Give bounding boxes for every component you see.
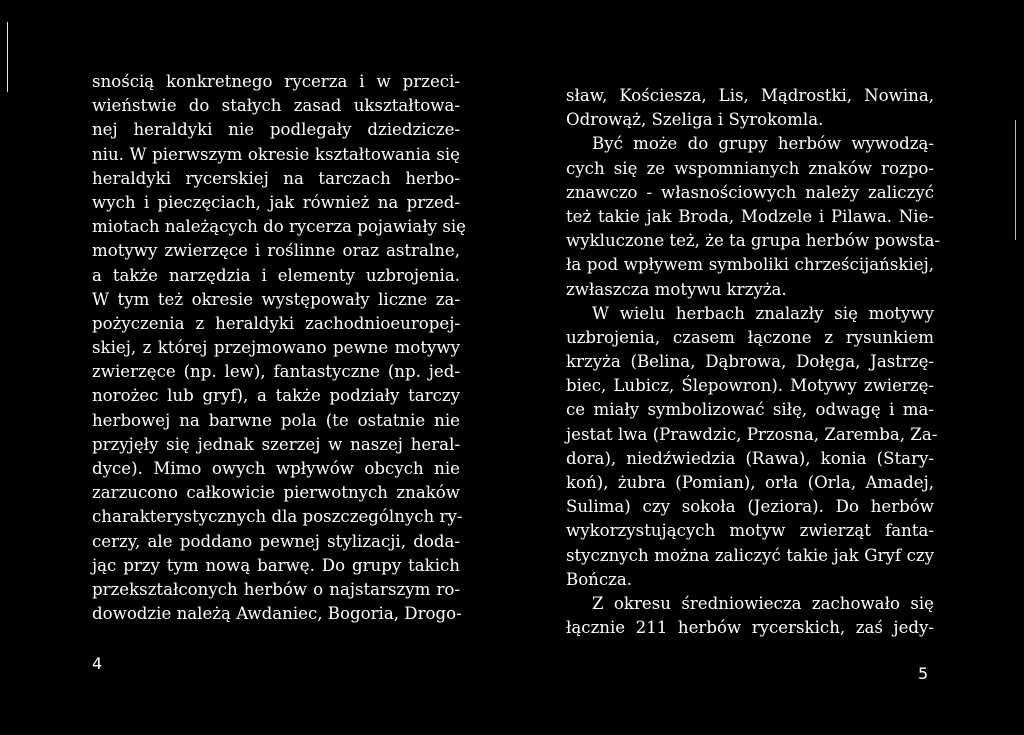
text-line: przyjęły się jednak szerzej w naszej heral- — [92, 434, 460, 454]
text-line: wykluczone też, że ta grupa herbów powsta- — [566, 231, 940, 251]
text-line: wieństwie do stałych zasad ukształtowa- — [92, 96, 460, 116]
text-line: miotach należących do rycerza pojawiały się — [92, 217, 466, 237]
text-line: uzbrojenia, czasem łączone z rysunkiem — [566, 327, 934, 347]
text-line: pożyczenia z heraldyki zachodnioeuropej- — [92, 313, 460, 333]
text-line: jąc przy tym nową barwę. Do grupy takich — [92, 555, 460, 575]
text-line: koń), żubra (Pomian), orła (Orla, Amadej, — [566, 473, 934, 492]
text-line: a także narzędzia i elementy uzbrojenia. — [92, 265, 460, 285]
text-line: cerzy, ale poddano pewnej stylizacji, doda- — [92, 531, 460, 551]
page-edge-left — [7, 22, 8, 92]
left-page-text — [92, 70, 466, 626]
right-page-number: 5 — [918, 664, 929, 683]
text-line: W tym też okresie występowały liczne za- — [92, 289, 460, 309]
text-line: Sulima) czy sokoła (Jeziora). Do herbów — [566, 497, 934, 517]
text-line: przekształconych herbów o najstarszym ro- — [92, 579, 460, 599]
text-line: niu. W pierwszym okresie kształtowania się — [92, 144, 460, 164]
text-line: zwłaszcza motywu krzyża. — [566, 279, 787, 299]
text-line: motywy zwierzęce i roślinne oraz astralne, — [92, 241, 460, 261]
text-line: charakterystycznych dla poszczególnych ry- — [92, 507, 463, 527]
text-line: norożec lub gryf), a także podziały tarczy — [92, 386, 460, 406]
page-edge-right — [1015, 120, 1016, 240]
text-line: sław, Kościesza, Lis, Mądrostki, Nowina, — [566, 86, 934, 105]
left-page-number: 4 — [92, 654, 103, 673]
text-line: ła pod wpływem symboliki chrześcijańskiej, — [566, 255, 934, 275]
text-line: biec, Lubicz, Ślepowron). Motywy zwierzę- — [566, 376, 934, 396]
right-page-text — [566, 84, 940, 640]
text-line: zwierzęce (np. lew), fantastyczne (np. jed- — [92, 362, 460, 382]
text-line: dyce). Mimo owych wpływów obcych nie — [92, 459, 460, 478]
text-line: herbowej na barwne pola (te ostatnie nie — [92, 410, 460, 430]
text-line: heraldyki rycerskiej na tarczach herbo- — [92, 168, 460, 188]
text-line: snością konkretnego rycerza i w przeci- — [92, 72, 460, 91]
text-line: krzyża (Belina, Dąbrowa, Dołęga, Jastrzę- — [566, 352, 934, 372]
text-line: dowodzie należą Awdaniec, Bogoria, Drogo- — [92, 604, 462, 624]
text-line: Być może do grupy herbów wywodzą- — [592, 134, 934, 154]
text-line: łącznie 211 herbów rycerskich, zaś jedy- — [566, 618, 934, 638]
text-line: Bończa. — [566, 569, 633, 589]
text-line: jestat lwa (Prawdzic, Przosna, Zaremba, Za- — [566, 424, 938, 444]
text-line: nej heraldyki nie podlegały dziedzicze- — [92, 120, 460, 140]
text-line: cych się ze wspomnianych znaków rozpo- — [566, 158, 934, 178]
text-line: Odrowąż, Szeliga i Syrokomla. — [566, 110, 824, 130]
text-line: W wielu herbach znalazły się motywy — [592, 303, 934, 323]
text-line: ce miały symbolizować siłę, odwagę i ma- — [566, 400, 934, 420]
text-line: skiej, z której przejmowano pewne motywy — [92, 338, 460, 358]
text-line: dora), niedźwiedzia (Rawa), konia (Stary- — [566, 448, 934, 468]
text-line: znawczo - własnościowych należy zaliczyć — [566, 182, 934, 202]
text-line: też takie jak Broda, Modzele i Pilawa. Nie- — [566, 206, 934, 226]
text-line: wych i pieczęciach, jak również na przed- — [92, 192, 460, 212]
text-line: wykorzystujących motyw zwierząt fanta- — [566, 521, 934, 541]
text-line: zarzucono całkowicie pierwotnych znaków — [92, 483, 460, 503]
text-line: Z okresu średniowiecza zachowało się — [592, 593, 934, 613]
text-line: stycznych można zaliczyć takie jak Gryf czy — [566, 545, 934, 565]
